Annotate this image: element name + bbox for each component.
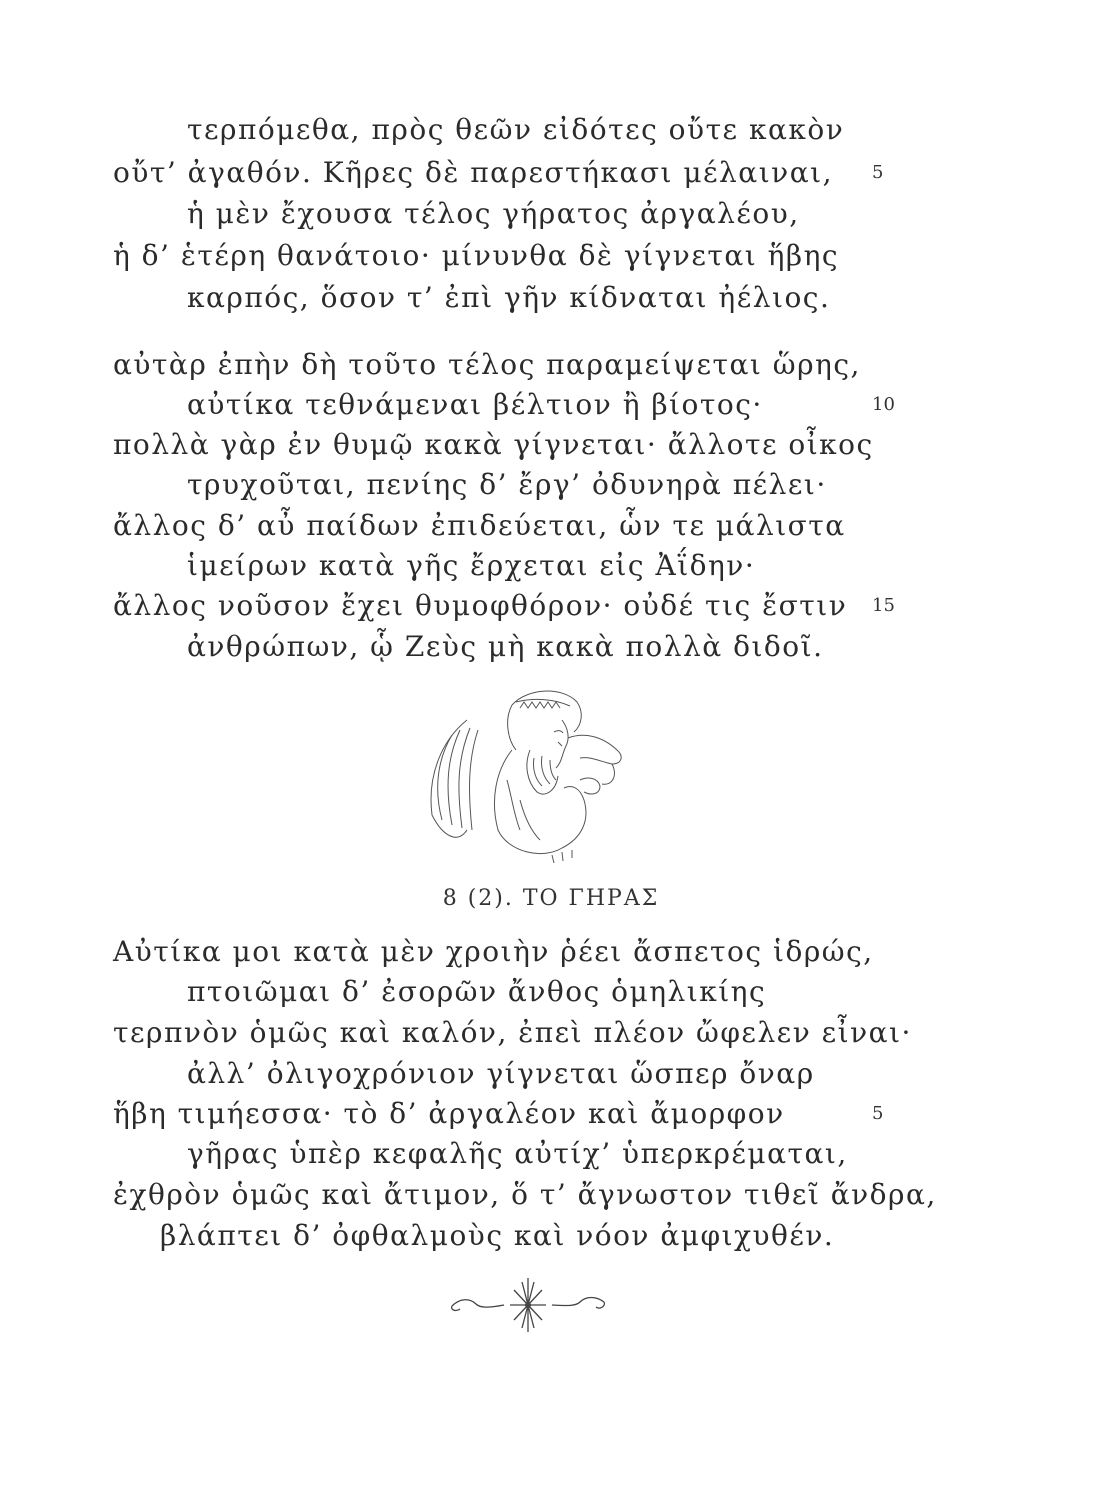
poem-line: τερπνὸν ὁμῶς καὶ καλόν, ἐπεὶ πλέον ὤφελεν εἶναι· <box>113 1016 912 1049</box>
poem-line: τερπόμεθα, πρὸς θεῶν εἰδότες οὔτε κακὸν <box>187 113 845 146</box>
poem-line: καρπός, ὅσον τ’ ἐπὶ γῆν κίδναται ἠέλιος. <box>187 281 831 314</box>
poem-line: τρυχοῦται, πενίης δ’ ἔργ’ ὀδυνηρὰ πέλει· <box>187 468 827 501</box>
poem-line: γῆρας ὑπὲρ κεφαλῆς αὐτίχ’ ὑπερκρέμαται, <box>187 1137 848 1170</box>
tailpiece-flourish-icon <box>448 1272 608 1338</box>
poem-line: ἀνθρώπων, ᾧ Ζεὺς μὴ κακὰ πολλὰ διδοῖ. <box>187 630 824 663</box>
line-number: 10 <box>872 394 895 415</box>
line-number: 5 <box>872 162 884 183</box>
poem-line: ἱμείρων κατὰ γῆς ἔρχεται εἰς Ἀΐδην· <box>187 549 756 582</box>
poem-line: Αὐτίκα μοι κατὰ μὲν χροιὴν ῥέει ἄσπετος ἱδρώς, <box>113 935 874 968</box>
line-number: 15 <box>872 595 895 616</box>
poem-title: 8 (2). ΤΟ ΓΗΡΑΣ <box>442 886 660 911</box>
poem-line: ἄλλος δ’ αὖ παίδων ἐπιδεύεται, ὧν τε μάλιστα <box>113 509 846 542</box>
poem-line: αὐτίκα τεθνάμεναι βέλτιον ἢ βίοτος· <box>187 388 763 421</box>
line-number: 5 <box>872 1103 884 1124</box>
poem-line: ἡ δ’ ἑτέρη θανάτοιο· μίνυνθα δὲ γίγνεται ἥβης <box>113 239 840 272</box>
poem-line: ἥβη τιμήεσσα· τὸ δ’ ἀργαλέον καὶ ἄμορφον <box>113 1097 785 1130</box>
poem-line: ἡ μὲν ἔχουσα τέλος γήρατος ἀργαλέου, <box>187 197 800 230</box>
poem-line: αὐτὰρ ἐπὴν δὴ τοῦτο τέλος παραμείψεται ὥρης, <box>113 348 861 381</box>
poem-line: βλάπτει δ’ ὀφθαλμοὺς καὶ νόον ἀμφιχυθέν. <box>160 1219 835 1252</box>
poem-line: οὔτ’ ἀγαθόν. Κῆρες δὲ παρεστήκασι μέλαιναι, <box>113 156 833 189</box>
old-man-vignette-icon <box>412 680 652 865</box>
poem-line: ἄλλος νοῦσον ἔχει θυμοφθόρον· οὐδέ τις ἔστιν <box>113 589 848 622</box>
poem-line: πτοιῶμαι δ’ ἐσορῶν ἄνθος ὁμηλικίης <box>187 975 767 1008</box>
poem-line: ἀλλ’ ὀλιγοχρόνιον γίγνεται ὥσπερ ὄναρ <box>187 1057 815 1090</box>
poem-line: πολλὰ γὰρ ἐν θυμῷ κακὰ γίγνεται· ἄλλοτε οἶκος <box>113 428 874 461</box>
poem-line: ἐχθρὸν ὁμῶς καὶ ἄτιμον, ὅ τ’ ἄγνωστον τιθεῖ ἄνδρα, <box>113 1178 937 1211</box>
